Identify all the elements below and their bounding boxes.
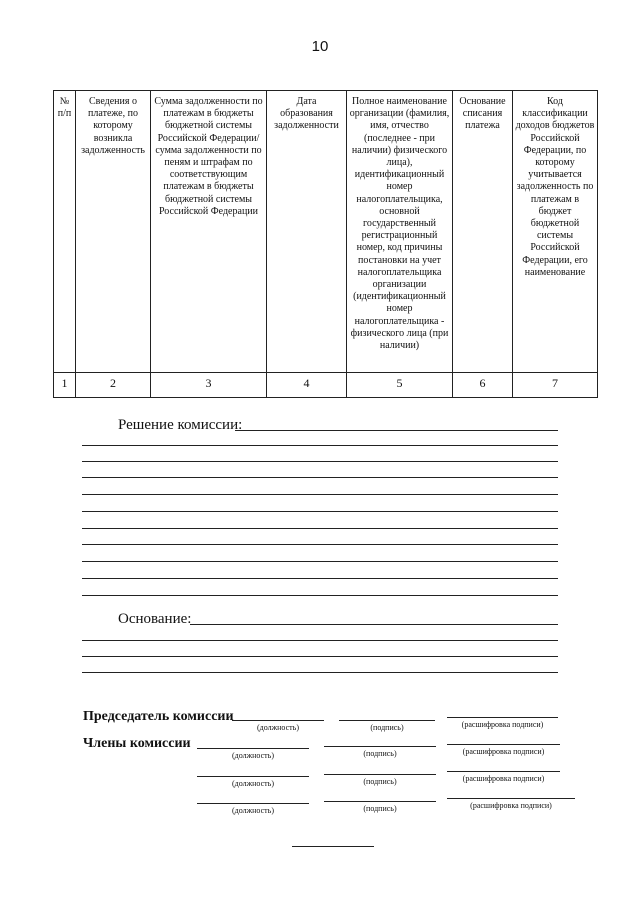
signature-caption: (подпись) [370,723,404,732]
table-header-row [54,91,598,373]
decision-fill-line[interactable] [82,595,558,596]
column-number-cell: 2 [76,373,151,398]
decision-fill-line[interactable] [82,511,558,512]
decision-fill-line[interactable] [82,578,558,579]
member-signature-line[interactable] [324,746,436,747]
decision-fill-line[interactable] [82,561,558,562]
basis-fill-line[interactable] [82,640,558,641]
member-decode-line[interactable] [447,744,560,745]
decode-caption: (расшифровка подписи) [462,747,545,756]
basis-fill-line[interactable] [82,656,558,657]
member-signature-line[interactable] [324,801,436,802]
decision-label: Решение комиссии: [118,417,243,433]
member-decode-line[interactable] [447,771,560,772]
column-number-cell: 1 [54,373,76,398]
member-position-line[interactable] [197,776,309,777]
decision-fill-line[interactable] [82,461,558,462]
debt-table [53,90,598,398]
decode-caption: (расшифровка подписи) [462,774,545,783]
decision-fill-line[interactable] [82,544,558,545]
chairman-signature-line[interactable] [339,720,435,721]
position-caption: (должность) [232,806,274,815]
signature-caption: (подпись) [363,804,397,813]
position-caption: (должность) [232,751,274,760]
header-cell-write-off-basis: Основание списания платежа [453,91,513,373]
decode-caption: (расшифровка подписи) [461,720,544,729]
decision-fill-line[interactable] [82,494,558,495]
decision-fill-line[interactable] [82,528,558,529]
header-cell-income-code: Код классификации доходов бюджетов Российской Федерации, по которому учитывается задолженность по платежам в бюджет бюджетной системы Российской Федерации, его наименование [513,91,598,373]
basis-label: Основание: [118,611,192,627]
chairman-label: Председатель комиссии [83,709,234,724]
basis-fill-line[interactable] [190,624,558,625]
header-cell-debt-amount: Сумма задолженности по платежам в бюджеты бюджетной системы Российской Федерации/ сумма задолженности по пеням и штрафам по соответствующим платежам в бюджеты бюджетной системы Российской Федерации [151,91,267,373]
column-number-cell: 7 [513,373,598,398]
decision-fill-line[interactable] [82,445,558,446]
position-caption: (должность) [232,779,274,788]
bottom-separator-line [292,846,374,847]
member-signature-line[interactable] [324,774,436,775]
page-number: 10 [311,38,329,55]
signature-caption: (подпись) [363,777,397,786]
column-number-cell: 3 [151,373,267,398]
signature-caption: (подпись) [363,749,397,758]
chairman-position-line[interactable] [232,720,324,721]
decode-caption: (расшифровка подписи) [470,801,552,810]
header-cell-debt-date: Дата образования задолженности [267,91,347,373]
table-column-number-row [54,373,598,398]
position-caption: (должность) [257,723,299,732]
basis-fill-line[interactable] [82,672,558,673]
members-label: Члены комиссии [83,736,191,751]
decision-fill-line[interactable] [235,430,558,431]
member-decode-line[interactable] [447,798,575,799]
chairman-decode-line[interactable] [447,717,558,718]
header-cell-number: № п/п [54,91,76,373]
member-position-line[interactable] [197,748,309,749]
column-number-cell: 4 [267,373,347,398]
header-cell-payment-info: Сведения о платеже, по которому возникла задолженность [76,91,151,373]
header-cell-organization-name: Полное наименование организации (фамилия, имя, отчество (последнее - при наличии) физического лица), идентификационный номер налогоплательщика, основной государственный регистрационный номер, код причины постановки на учет налогоплательщика организации (идентификационный номер налогоплательщика - физического лица (при наличии) [347,91,453,373]
decision-fill-line[interactable] [82,477,558,478]
member-position-line[interactable] [197,803,309,804]
column-number-cell: 5 [347,373,453,398]
column-number-cell: 6 [453,373,513,398]
